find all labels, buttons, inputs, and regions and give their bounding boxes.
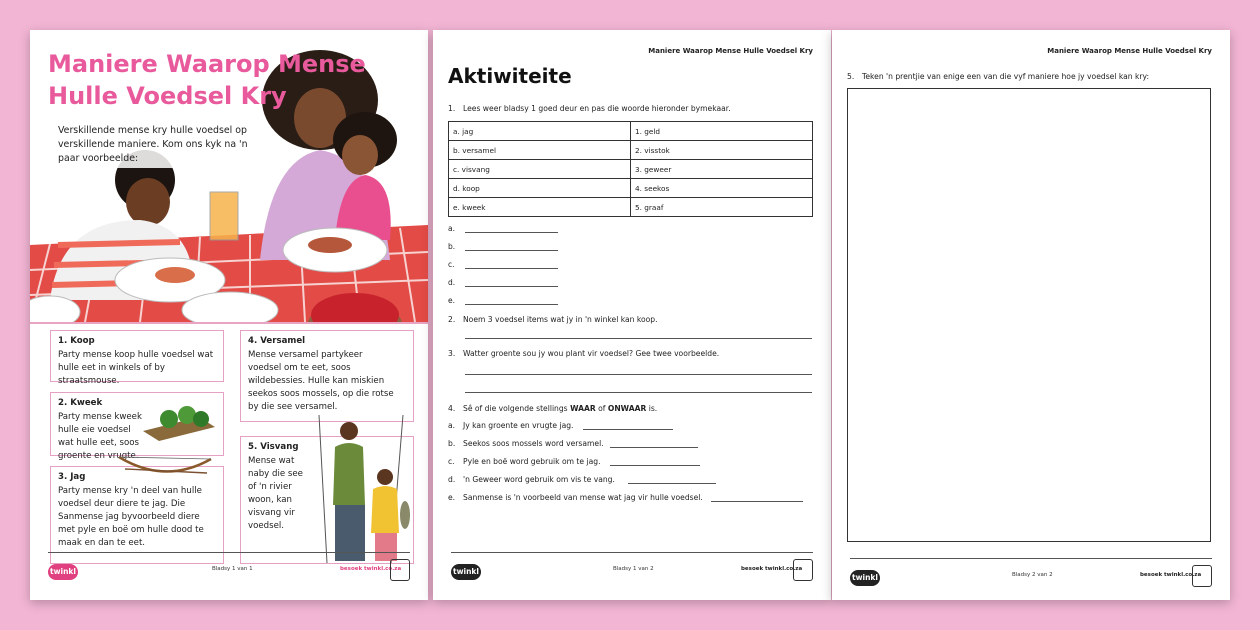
page-number: Bladsy 1 van 1 <box>212 566 253 572</box>
answer-line[interactable] <box>465 250 558 251</box>
answer-letter: e. <box>448 296 455 305</box>
drawing-box[interactable] <box>847 88 1211 542</box>
site-link[interactable]: besoek twinkl.co.za <box>340 566 402 572</box>
answer-letter: d. <box>448 278 456 287</box>
section-text: Mense versamel partykeer voedsel om te eet, soos wildebessies. Hulle kan miskien seekos soos mossels, op die rotse by die see versamel. <box>248 350 394 412</box>
vegetable-garden-illustration <box>139 397 217 443</box>
section-text: Party mense kry 'n deel van hulle voedsel deur diere te jag. Die Sanmense jag byvoorbeeld diere met pyle en boë om hulle dood te maak en dan te eet. <box>58 486 204 548</box>
page-footer <box>48 552 410 592</box>
answer-line[interactable] <box>610 447 698 448</box>
footer-line <box>48 552 410 553</box>
page-footer <box>850 558 1212 598</box>
answer-line[interactable] <box>465 392 812 393</box>
twinkl-logo: twinkl <box>48 564 78 580</box>
answer-line[interactable] <box>711 501 803 502</box>
answer-line[interactable] <box>465 374 812 375</box>
answer-line[interactable] <box>465 304 558 305</box>
table-row: b. versamel 2. visstok <box>449 141 813 160</box>
quality-badge-icon <box>793 559 813 581</box>
answer-line[interactable] <box>465 286 558 287</box>
activities-heading: Aktiwiteite <box>448 64 572 88</box>
quality-badge-icon <box>390 559 410 581</box>
section-text: Party mense kweek hulle eie voedsel wat hulle eet, soos groente en vrugte. <box>58 412 142 461</box>
section-visvang <box>240 436 414 564</box>
statement-d: d. 'n Geweer word gebruik om vis te vang. <box>448 475 615 484</box>
answer-line[interactable] <box>583 429 673 430</box>
statement-a: a. Jy kan groente en vrugte jag. <box>448 421 574 430</box>
twinkl-logo: twinkl <box>850 570 880 586</box>
footer-line <box>451 552 813 553</box>
section-kweek <box>50 392 224 461</box>
answer-line[interactable] <box>465 232 558 233</box>
section-text: Mense wat naby die see of 'n rivier woon, kan visvang vir voedsel. <box>248 456 303 531</box>
question-2: 2. Noem 3 voedsel items wat jy in 'n winkel kan koop. <box>448 315 658 324</box>
answer-line[interactable] <box>465 338 812 339</box>
question-5: 5. Teken 'n prentjie van enige een van die vyf maniere hoe jy voedsel kan kry: <box>847 72 1150 81</box>
question-3: 3. Watter groente sou jy wou plant vir voedsel? Gee twee voorbeelde. <box>448 349 720 358</box>
section-heading: 4. Versamel <box>248 336 306 346</box>
section-jag <box>50 466 224 564</box>
divider <box>30 322 428 324</box>
statement-b: b. Seekos soos mossels word versamel. <box>448 439 604 448</box>
question-1: 1. Lees weer bladsy 1 goed deur en pas die woorde hieronder bymekaar. <box>448 104 731 113</box>
bow-and-arrow-illustration <box>115 451 215 487</box>
table-row: c. visvang 3. geweer <box>449 160 813 179</box>
statement-e: e. Sanmense is 'n voorbeeld van mense wat jag vir hulle voedsel. <box>448 493 703 502</box>
quality-badge-icon <box>1192 565 1212 587</box>
worksheet-page-1 <box>30 30 428 600</box>
twinkl-logo: twinkl <box>451 564 481 580</box>
section-koop <box>50 330 224 386</box>
fishing-family-illustration <box>313 415 413 563</box>
answer-letter: a. <box>448 224 455 233</box>
answer-letter: b. <box>448 242 456 251</box>
statement-c: c. Pyle en boë word gebruik om te jag. <box>448 457 601 466</box>
running-head: Maniere Waarop Mense Hulle Voedsel Kry <box>648 47 813 55</box>
section-heading: 1. Koop <box>58 336 95 346</box>
table-row: e. kweek 5. graaf <box>449 198 813 217</box>
answer-line[interactable] <box>610 465 700 466</box>
site-link[interactable]: besoek twinkl.co.za <box>741 566 803 572</box>
section-heading: 2. Kweek <box>58 398 103 408</box>
page-number: Bladsy 1 van 2 <box>613 566 654 572</box>
section-text: Party mense koop hulle voedsel wat hulle eet in winkels of by straatsmouse. <box>58 350 214 386</box>
footer-line <box>850 558 1212 559</box>
site-link[interactable]: besoek twinkl.co.za <box>1140 572 1202 578</box>
table-row: d. koop 4. seekos <box>449 179 813 198</box>
worksheet-page-3 <box>832 30 1230 600</box>
answer-letter: c. <box>448 260 455 269</box>
intro-text: Verskillende mense kry hulle voedsel op verskillende maniere. Kom ons kyk na 'n paar voorbeelde: <box>54 122 268 168</box>
page-footer <box>451 552 813 592</box>
worksheet-page-2 <box>433 30 831 600</box>
answer-line[interactable] <box>465 268 558 269</box>
answer-line[interactable] <box>628 483 716 484</box>
table-row: a. jag 1. geld <box>449 122 813 141</box>
running-head: Maniere Waarop Mense Hulle Voedsel Kry <box>1047 47 1212 55</box>
page-title: Maniere Waarop Mense Hulle Voedsel Kry <box>48 50 366 110</box>
section-heading: 3. Jag <box>58 472 86 482</box>
matching-table <box>448 121 813 217</box>
question-4: 4. Sê of die volgende stellings WAAR of ONWAAR is. <box>448 404 658 413</box>
page-number: Bladsy 2 van 2 <box>1012 572 1053 578</box>
section-versamel <box>240 330 414 422</box>
section-heading: 5. Visvang <box>248 442 299 452</box>
